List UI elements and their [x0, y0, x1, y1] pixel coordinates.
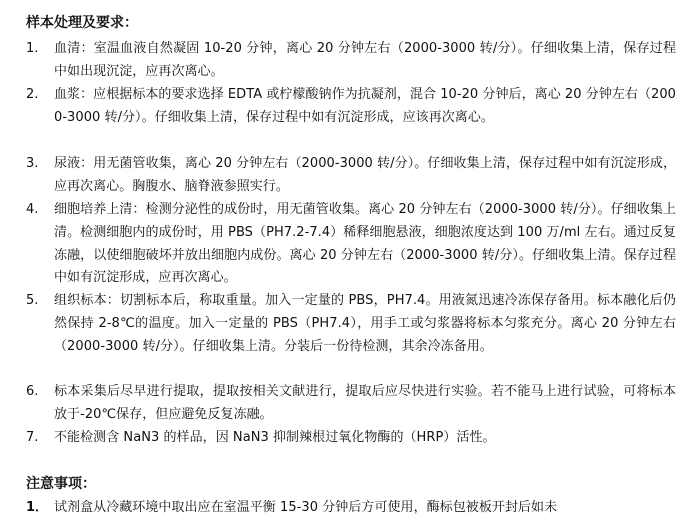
list-item-number: 7.: [26, 430, 39, 445]
list-item-text: 尿液：用无菌管收集，离心 20 分钟左右（2000-3000 转/分）。仔细收集上清，保存过程中如有沉淀形成，应再次离心。胸腹水、脑脊液参照实行。: [54, 156, 676, 194]
list-item-number: 3.: [26, 156, 39, 171]
list-item-4: [26, 199, 676, 290]
list-item-3: [26, 153, 676, 199]
list-item-text: 血清：室温血液自然凝固 10-20 分钟，离心 20 分钟左右（2000-3000 转/分）。仔细收集上清，保存过程中如出现沉淀，应再次离心。: [54, 41, 676, 79]
section-title-sample-handling: 样本处理及要求：: [26, 15, 138, 31]
list-item-number: 5.: [26, 293, 39, 308]
section-title-precautions: 注意事项：: [26, 476, 96, 492]
list-item-7: [26, 427, 676, 450]
list-item-number: 1．: [26, 500, 49, 515]
list-item-1: [26, 38, 676, 84]
list-item-number: 4.: [26, 202, 39, 217]
list-item-2: [26, 84, 676, 130]
list-item-text: 血浆：应根据标本的要求选择 EDTA 或柠檬酸钠作为抗凝剂，混合 10-20 分钟后，离心 20 分钟左右（2000-3000 转/分）。仔细收集上清，保存过程中如有沉淀形成，应该再次离心。: [54, 87, 676, 125]
list-item-text: 组织标本：切割标本后，称取重量。加入一定量的 PBS，PH7.4。用液氮迅速冷冻保存备用。标本融化后仍然保持 2-8℃的温度。加入一定量的 PBS（PH7.4），用手工或匀浆器将标本匀浆充分。离心 20 分钟左右（2000-3000 转/分）。仔细收集上清。分装后一份待检测，其余冷冻备用。: [54, 293, 676, 354]
precaution-item-1: [26, 497, 676, 520]
list-item-number: 1.: [26, 41, 39, 56]
list-item-text: 标本采集后尽早进行提取，提取按相关文献进行，提取后应尽快进行实验。若不能马上进行试验，可将标本放于-20℃保存，但应避免反复冻融。: [54, 384, 676, 422]
list-item-text: 不能检测含 NaN3 的样品，因 NaN3 抑制辣根过氧化物酶的（HRP）活性。: [54, 430, 496, 445]
list-item-number: 6.: [26, 384, 39, 399]
list-item-text: 细胞培养上清：检测分泌性的成份时，用无菌管收集。离心 20 分钟左右（2000-3000 转/分）。仔细收集上清。检测细胞内的成份时，用 PBS（PH7.2-7.4）稀释细胞悬液，细胞浓度达到 100 万/ml 左右。通过反复冻融，以使细胞破坏并放出细胞内成份。离心 20 分钟左右（2000-3000 转/分）。仔细收集上清。保存过程中如有沉淀形成，应再次离心。: [54, 202, 676, 286]
list-item-text: 试剂盒从冷藏环境中取出应在室温平衡 15-30 分钟后方可使用，酶标包被板开封后如未: [54, 500, 558, 515]
list-item-6: [26, 381, 676, 427]
list-item-5: [26, 290, 676, 358]
list-item-number: 2.: [26, 87, 39, 102]
